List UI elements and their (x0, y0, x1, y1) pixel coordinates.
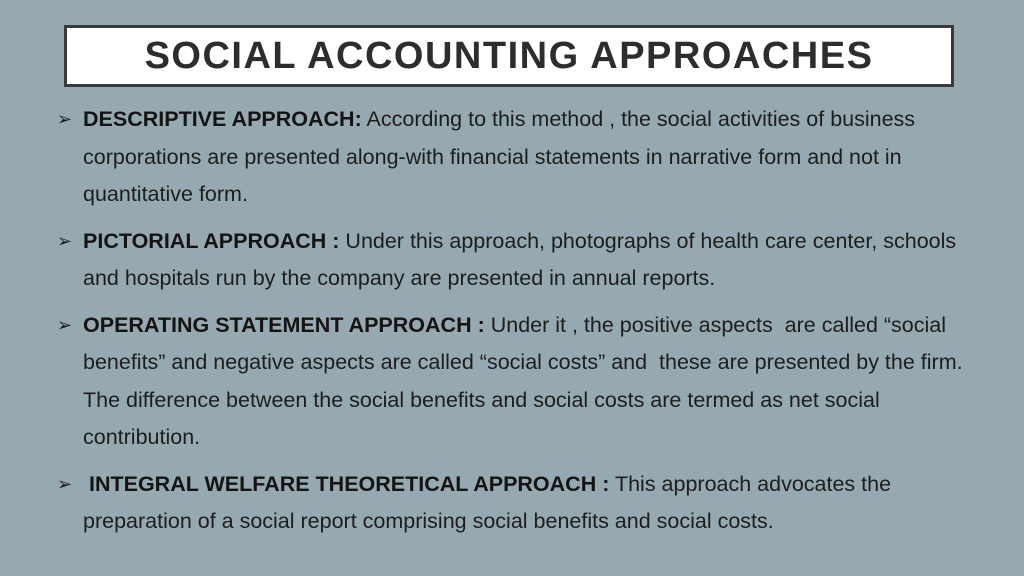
bullet-text (83, 223, 965, 298)
bullet-body: According to this method , the social activities of business corporations are presented along-with financial statements in narrative form and not in quantitative form. (83, 107, 922, 206)
bullet-text (83, 101, 965, 214)
slide-title: SOCIAL ACCOUNTING APPROACHES (144, 34, 874, 77)
bullet-lead: INTEGRAL WELFARE THEORETICAL APPROACH : (83, 471, 610, 496)
arrow-bullet-icon: ➢ (57, 109, 73, 130)
arrow-bullet-icon: ➢ (57, 473, 73, 495)
bullet-item-integral-welfare-approach (57, 466, 965, 541)
slide-body (57, 101, 969, 550)
bullet-item-pictorial-approach (57, 223, 965, 298)
bullet-body: This approach advocates the preparation of a social report comprising social benefits and social costs. (83, 471, 898, 533)
arrow-bullet-icon: ➢ (57, 230, 73, 252)
bullet-lead: PICTORIAL APPROACH : (83, 228, 340, 253)
bullet-item-descriptive-approach (57, 101, 965, 214)
bullet-text (83, 466, 965, 541)
bullet-body: Under this approach, photographs of health care center, schools and hospitals run by the company are presented in annual reports. (83, 228, 963, 290)
bullet-item-operating-statement-approach (57, 307, 969, 457)
title-box (64, 25, 954, 87)
bullet-body: Under it , the positive aspects are called “social benefits” and negative aspects are called “social costs” and these are presented by the firm. The difference between the social benefits and social costs are termed as net social contribution. (83, 312, 969, 449)
bullet-text (83, 307, 969, 457)
bullet-lead: DESCRIPTIVE APPROACH: (83, 107, 362, 131)
arrow-bullet-icon: ➢ (57, 314, 73, 336)
bullet-lead: OPERATING STATEMENT APPROACH : (83, 312, 485, 337)
